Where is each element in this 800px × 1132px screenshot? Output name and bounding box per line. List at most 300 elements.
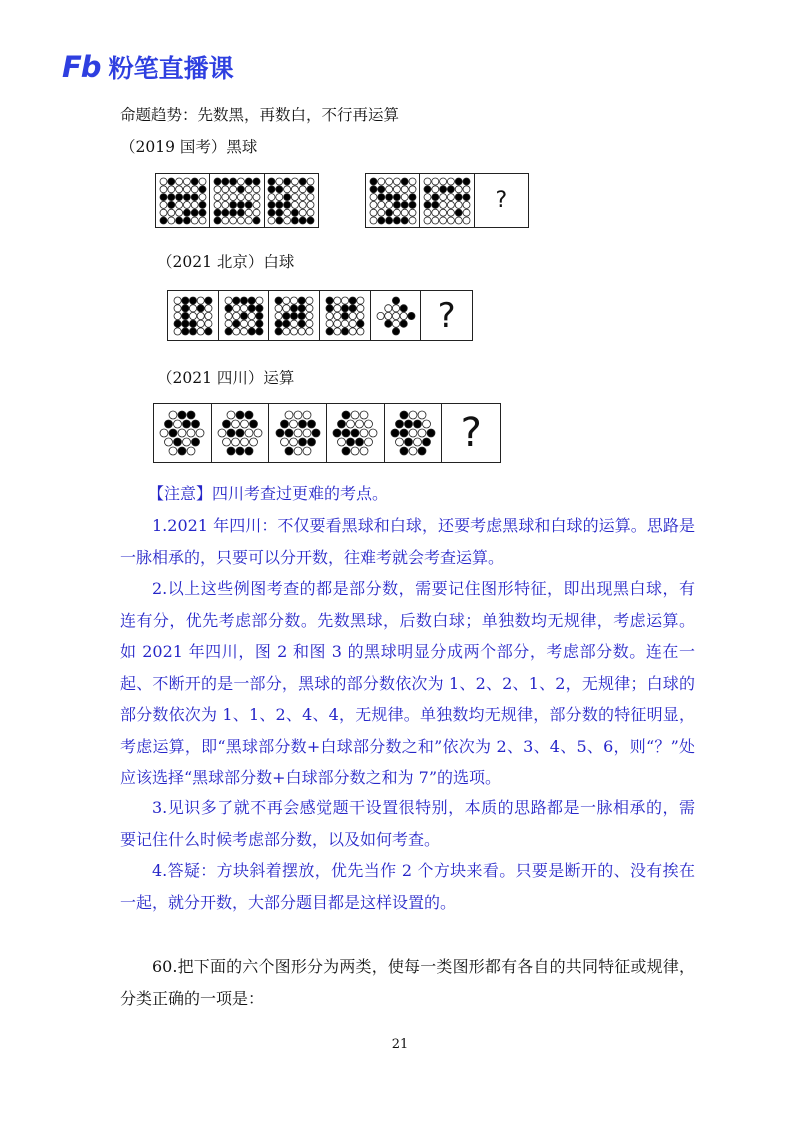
puzzle-dot [175, 178, 182, 185]
puzzle-dot [401, 217, 408, 224]
puzzle-2021-beijing [167, 290, 473, 341]
puzzle-dot [298, 312, 305, 319]
puzzle-dot [223, 438, 231, 446]
puzzle-dot [245, 447, 253, 455]
puzzle-dot [275, 320, 282, 327]
puzzle-dot [455, 217, 462, 224]
puzzle-dot [291, 312, 298, 319]
puzzle-dot [385, 178, 392, 185]
puzzle-dot [255, 304, 262, 311]
puzzle-dot [268, 178, 275, 185]
puzzle-dot [199, 185, 206, 192]
puzzle-dot [377, 201, 384, 208]
puzzle-dot [245, 209, 252, 216]
puzzle-figure [385, 404, 443, 462]
puzzle-dot [384, 304, 391, 311]
puzzle-dot [178, 429, 186, 437]
puzzle-dot [167, 217, 174, 224]
puzzle-dot [174, 327, 181, 334]
puzzle-dot [227, 447, 235, 455]
note-title: 【注意】四川考查过更难的考点。 [148, 484, 389, 503]
puzzle-dot [294, 429, 302, 437]
puzzle-dot [349, 297, 356, 304]
puzzle-dot [447, 201, 454, 208]
puzzle-dot [237, 178, 244, 185]
puzzle-dot [341, 312, 348, 319]
puzzle-dot [192, 420, 200, 428]
puzzle-dot [407, 312, 414, 319]
puzzle-dot [237, 201, 244, 208]
puzzle-figure [269, 291, 320, 340]
puzzle-dot [409, 193, 416, 200]
puzzle-dot [268, 201, 275, 208]
puzzle-dot [392, 320, 399, 327]
puzzle-dot [401, 178, 408, 185]
puzzle-dot [418, 411, 426, 419]
puzzle-dot [232, 420, 240, 428]
puzzle-dot [237, 185, 244, 192]
question-mark-cell: ? [495, 188, 508, 213]
puzzle-dot [276, 429, 284, 437]
puzzle-dot [370, 178, 377, 185]
puzzle-figure [269, 404, 327, 462]
puzzle-figure [219, 291, 270, 340]
puzzle-dot [414, 420, 422, 428]
puzzle-dot [169, 447, 177, 455]
puzzle-dot [393, 217, 400, 224]
puzzle-dot [334, 320, 341, 327]
puzzle-dot [338, 420, 346, 428]
puzzle-dot [165, 420, 173, 428]
puzzle-dot [189, 320, 196, 327]
puzzle-dot [160, 178, 167, 185]
puzzle-dot [174, 304, 181, 311]
puzzle-dot [284, 185, 291, 192]
puzzle-dot [284, 201, 291, 208]
puzzle-dot [285, 411, 293, 419]
puzzle-dot [370, 201, 377, 208]
brand-logo [62, 50, 234, 84]
puzzle-dot [175, 217, 182, 224]
puzzle-2019-group-2 [365, 173, 529, 228]
page-number: 21 [391, 1037, 409, 1052]
puzzle-dot [175, 193, 182, 200]
puzzle-dot [342, 411, 350, 419]
puzzle-dot [283, 312, 290, 319]
puzzle-dot [174, 438, 182, 446]
puzzle-dot [440, 178, 447, 185]
puzzle-dot [248, 312, 255, 319]
puzzle-dot [160, 193, 167, 200]
puzzle-dot [236, 447, 244, 455]
question-mark-cell: ? [437, 295, 456, 336]
puzzle-dot [385, 201, 392, 208]
puzzle-dot [396, 420, 404, 428]
puzzle-dot [351, 447, 359, 455]
puzzle-dot [199, 209, 206, 216]
puzzle-dot [214, 217, 221, 224]
puzzle-dot [298, 297, 305, 304]
note-item-2: 2.以上这些例图考查的都是部分数，需要记住图形特征，即出现黑白球，有连有分，优先考虑部分数。先数黑球，后数白球；单独数均无规律，考虑运算。如 2021 年四川，图 2 和图 3 的黑球明显分成两个部分，考虑部分数。连在一起、不断开的是一部分，黑球的部分数依次为 1、2、2、1、2，无规律；白球的部分数依次为 1、1、2、4、4，无规律。单独数均无规律，部分数的特征明显，考虑运算，即“黑球部分数+白球部分数之和”依次为 2、3、4、5、6，则“？”处应该选择“黑球部分数+白球部分数之和为 7”的选项。 [120, 579, 695, 787]
puzzle-dot [392, 297, 399, 304]
puzzle-dot [306, 327, 313, 334]
puzzle-dot [245, 178, 252, 185]
puzzle-dot [214, 185, 221, 192]
puzzle-dot [232, 297, 239, 304]
puzzle-dot [463, 193, 470, 200]
puzzle-figure [320, 291, 371, 340]
puzzle-dot [385, 209, 392, 216]
puzzle-dot [338, 438, 346, 446]
puzzle-dot [285, 447, 293, 455]
puzzle-dot [230, 193, 237, 200]
puzzle-dot [349, 304, 356, 311]
puzzle-dot [191, 178, 198, 185]
puzzle-dot [160, 185, 167, 192]
puzzle-dot [357, 297, 364, 304]
puzzle-dot [307, 193, 314, 200]
puzzle-dot [393, 201, 400, 208]
puzzle-dot [424, 217, 431, 224]
puzzle-dot [423, 438, 431, 446]
puzzle-dot [275, 312, 282, 319]
puzzle-dot [240, 304, 247, 311]
puzzle-dot [306, 297, 313, 304]
puzzle-dot [447, 217, 454, 224]
puzzle-dot [307, 420, 315, 428]
puzzle-dot [214, 201, 221, 208]
puzzle-dot [342, 429, 350, 437]
puzzle-dot [455, 209, 462, 216]
puzzle-dot [405, 420, 413, 428]
puzzle-dot [182, 297, 189, 304]
puzzle-dot [377, 178, 384, 185]
puzzle-dot [205, 312, 212, 319]
puzzle-2021-sichuan [153, 403, 501, 463]
puzzle-dot [248, 297, 255, 304]
puzzle-dot [298, 320, 305, 327]
puzzle-dot [183, 217, 190, 224]
puzzle-dot [214, 209, 221, 216]
puzzle-dot [347, 420, 355, 428]
puzzle-dot [232, 438, 240, 446]
puzzle-dot [175, 185, 182, 192]
puzzle-dot [307, 217, 314, 224]
puzzle-dot [432, 201, 439, 208]
puzzle-dot [400, 304, 407, 311]
puzzle-dot [182, 312, 189, 319]
puzzle-dot [341, 327, 348, 334]
puzzle-dot [283, 320, 290, 327]
puzzle-dot [183, 209, 190, 216]
puzzle-dot [365, 420, 373, 428]
puzzle-dot [298, 438, 306, 446]
puzzle-dot [276, 193, 283, 200]
puzzle-dot [306, 312, 313, 319]
puzzle-dot [199, 217, 206, 224]
puzzle-figure [327, 404, 385, 462]
puzzle-dot [222, 193, 229, 200]
puzzle-dot [341, 297, 348, 304]
puzzle-dot [455, 193, 462, 200]
puzzle-dot [225, 304, 232, 311]
puzzle-dot [357, 320, 364, 327]
puzzle-dot [377, 193, 384, 200]
puzzle-dot [283, 297, 290, 304]
puzzle-dot [248, 304, 255, 311]
puzzle-dot [463, 217, 470, 224]
puzzle-dot [189, 312, 196, 319]
puzzle-dot [369, 429, 377, 437]
puzzle-dot [306, 320, 313, 327]
trend-line: 命题趋势：先数黑，再数白，不行再运算 [120, 106, 400, 124]
puzzle-dot [401, 201, 408, 208]
puzzle-dot [377, 312, 384, 319]
puzzle-dot [192, 438, 200, 446]
puzzle-dot [360, 411, 368, 419]
puzzle-dot [289, 420, 297, 428]
puzzle-dot [240, 312, 247, 319]
puzzle-figure [212, 404, 270, 462]
puzzle-dot [253, 178, 260, 185]
puzzle-dot [187, 411, 195, 419]
puzzle-dot [455, 201, 462, 208]
puzzle-dot [284, 178, 291, 185]
puzzle-dot [276, 217, 283, 224]
puzzle-dot [440, 217, 447, 224]
puzzle-dot [349, 327, 356, 334]
puzzle-dot [300, 201, 307, 208]
puzzle-dot [298, 420, 306, 428]
puzzle-dot [232, 327, 239, 334]
puzzle-dot [409, 178, 416, 185]
puzzle-dot [268, 217, 275, 224]
puzzle-dot [276, 185, 283, 192]
puzzle-dot [227, 429, 235, 437]
puzzle-dot [253, 193, 260, 200]
puzzle-dot [205, 320, 212, 327]
puzzle-dot [424, 185, 431, 192]
puzzle-dot [191, 217, 198, 224]
puzzle-dot [250, 438, 258, 446]
puzzle-dot [357, 304, 364, 311]
puzzle-dot [409, 411, 417, 419]
puzzle-dot [334, 312, 341, 319]
puzzle-dot [377, 217, 384, 224]
puzzle-dot [440, 201, 447, 208]
puzzle-figure [210, 174, 264, 227]
puzzle-figure [154, 404, 212, 462]
puzzle-dot [307, 178, 314, 185]
puzzle-dot [160, 201, 167, 208]
puzzle-dot [303, 411, 311, 419]
puzzle-dot [455, 185, 462, 192]
puzzle-dot [377, 209, 384, 216]
puzzle-dot [312, 429, 320, 437]
puzzle-dot [334, 304, 341, 311]
section-label-2021-beijing: （2021 北京）白球 [157, 253, 295, 271]
puzzle-dot [333, 429, 341, 437]
puzzle-dot [300, 185, 307, 192]
puzzle-dot [189, 304, 196, 311]
puzzle-dot [307, 201, 314, 208]
puzzle-dot [191, 209, 198, 216]
puzzle-figure [371, 291, 422, 340]
puzzle-dot [236, 411, 244, 419]
puzzle-dot [291, 297, 298, 304]
puzzle-dot [268, 185, 275, 192]
puzzle-dot [236, 429, 244, 437]
puzzle-dot [405, 438, 413, 446]
puzzle-dot [400, 429, 408, 437]
puzzle-dot [240, 297, 247, 304]
puzzle-dot [432, 193, 439, 200]
puzzle-dot [255, 327, 262, 334]
puzzle-dot [245, 201, 252, 208]
puzzle-dot [393, 209, 400, 216]
note-item-3: 3.见识多了就不再会感觉题干设置很特别，本质的思路都是一脉相承的，需要记住什么时候考虑部分数，以及如何考查。 [120, 798, 695, 849]
puzzle-dot [401, 193, 408, 200]
section-label-2019: （2019 国考）黑球 [120, 138, 258, 156]
puzzle-dot [174, 420, 182, 428]
puzzle-dot [222, 209, 229, 216]
puzzle-dot [225, 312, 232, 319]
puzzle-dot [237, 193, 244, 200]
puzzle-dot [463, 201, 470, 208]
puzzle-dot [175, 201, 182, 208]
puzzle-dot [178, 411, 186, 419]
puzzle-dot [183, 201, 190, 208]
puzzle-dot [292, 209, 299, 216]
puzzle-dot [349, 312, 356, 319]
puzzle-dot [418, 429, 426, 437]
puzzle-dot [326, 327, 333, 334]
puzzle-dot [447, 178, 454, 185]
puzzle-dot [276, 178, 283, 185]
puzzle-dot [241, 420, 249, 428]
puzzle-dot [291, 320, 298, 327]
puzzle-dot [253, 185, 260, 192]
puzzle-figure [168, 291, 219, 340]
puzzle-dot [187, 429, 195, 437]
puzzle-dot [255, 320, 262, 327]
puzzle-dot [182, 327, 189, 334]
puzzle-dot [303, 447, 311, 455]
puzzle-dot [393, 178, 400, 185]
puzzle-dot [183, 185, 190, 192]
puzzle-dot [280, 420, 288, 428]
puzzle-dot [291, 304, 298, 311]
puzzle-dot [418, 447, 426, 455]
puzzle-dot [370, 217, 377, 224]
puzzle-dot [245, 217, 252, 224]
puzzle-dot [455, 178, 462, 185]
puzzle-dot [370, 209, 377, 216]
puzzle-dot [232, 312, 239, 319]
puzzle-dot [197, 327, 204, 334]
puzzle-dot [240, 327, 247, 334]
puzzle-dot [463, 178, 470, 185]
puzzle-dot [447, 209, 454, 216]
puzzle-dot [230, 201, 237, 208]
puzzle-dot [196, 429, 204, 437]
puzzle-dot [401, 209, 408, 216]
puzzle-dot [360, 447, 368, 455]
puzzle-dot [268, 209, 275, 216]
puzzle-dot [253, 209, 260, 216]
puzzle-dot [218, 429, 226, 437]
puzzle-dot [356, 420, 364, 428]
puzzle-dot [255, 297, 262, 304]
puzzle-dot [225, 297, 232, 304]
puzzle-dot [230, 178, 237, 185]
puzzle-dot [223, 420, 231, 428]
puzzle-dot [197, 297, 204, 304]
puzzle-figure [420, 174, 474, 227]
puzzle-dot [385, 193, 392, 200]
puzzle-dot [232, 320, 239, 327]
puzzle-dot [341, 320, 348, 327]
puzzle-dot [424, 209, 431, 216]
puzzle-dot [440, 209, 447, 216]
puzzle-dot [414, 438, 422, 446]
puzzle-dot [306, 304, 313, 311]
puzzle-dot [245, 429, 253, 437]
puzzle-dot [291, 327, 298, 334]
puzzle-dot [384, 320, 391, 327]
puzzle-dot [205, 297, 212, 304]
puzzle-dot [384, 312, 391, 319]
puzzle-dot [377, 185, 384, 192]
puzzle-dot [400, 411, 408, 419]
puzzle-dot [174, 297, 181, 304]
puzzle-dot [191, 201, 198, 208]
puzzle-dot [222, 217, 229, 224]
puzzle-dot [292, 193, 299, 200]
puzzle-dot [284, 209, 291, 216]
puzzle-dot [432, 178, 439, 185]
puzzle-dot [189, 327, 196, 334]
section-label-2021-sichuan: （2021 四川）运算 [157, 369, 295, 387]
puzzle-dot [307, 185, 314, 192]
puzzle-dot [248, 320, 255, 327]
puzzle-dot [191, 193, 198, 200]
puzzle-dot [183, 420, 191, 428]
puzzle-dot [275, 327, 282, 334]
puzzle-dot [447, 185, 454, 192]
puzzle-figure [156, 174, 210, 227]
puzzle-dot [245, 185, 252, 192]
puzzle-dot [351, 411, 359, 419]
puzzle-dot [182, 304, 189, 311]
puzzle-dot [167, 201, 174, 208]
puzzle-dot [292, 178, 299, 185]
puzzle-dot [409, 185, 416, 192]
puzzle-dot [393, 193, 400, 200]
note-item-1: 1.2021 年四川：不仅要看黑球和白球，还要考虑黑球和白球的运算。思路是一脉相承的，只要可以分开数，往难考就会考查运算。 [120, 516, 695, 567]
puzzle-dot [409, 429, 417, 437]
puzzle-dot [392, 304, 399, 311]
puzzle-2019-group-1 [155, 173, 319, 228]
puzzle-dot [237, 217, 244, 224]
puzzle-dot [432, 217, 439, 224]
puzzle-dot [197, 320, 204, 327]
puzzle-dot [424, 178, 431, 185]
puzzle-dot [237, 209, 244, 216]
puzzle-dot [160, 209, 167, 216]
puzzle-dot [276, 209, 283, 216]
puzzle-dot [385, 185, 392, 192]
